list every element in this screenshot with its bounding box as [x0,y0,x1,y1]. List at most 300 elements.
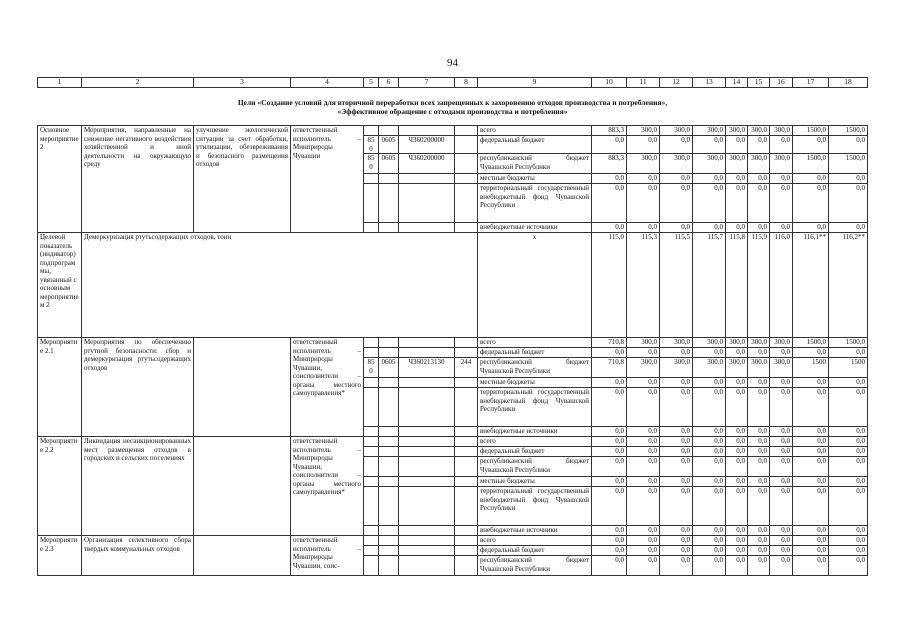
funding-source: республиканский бюджет Чувашской Республики [478,358,592,378]
event-name: Мероприятия по обеспечению ртутной безопасности: сбор и демеркуризация ртутьсодержащих отходов [82,338,194,437]
indicator-value: 116,0 [770,233,793,338]
csr-code [399,526,455,536]
value-cell: 0,0 [693,526,726,536]
csr-code: Ч360213130 [399,358,455,378]
value-cell: 0,0 [592,487,627,526]
value-cell: 0,0 [660,526,693,536]
value-cell: 0,0 [829,526,868,536]
value-cell: 0,0 [793,348,829,358]
indicator-row [38,233,868,338]
value-cell: 0,0 [660,546,693,556]
rzpr-code [379,526,399,536]
value-cell: 0,0 [693,546,726,556]
value-cell: 0,0 [693,388,726,427]
value-cell: 0,0 [592,184,627,223]
value-cell: 0,0 [748,447,770,457]
value-cell: 0,0 [748,348,770,358]
table-row [38,437,868,447]
event-responsible: ответственный исполнитель – Минприроды Чувашии [291,126,364,233]
value-cell: 0,0 [726,556,748,576]
column-number: 2 [82,78,194,88]
event-name: Организация селективного сбора твердых коммунальных отходов [82,536,194,576]
value-cell: 0,0 [829,388,868,427]
value-cell: 0,0 [829,378,868,388]
grbs-code [364,223,379,233]
csr-code [399,546,455,556]
csr-code [399,378,455,388]
value-cell: 0,0 [726,447,748,457]
event-responsible: ответственный исполнитель – Минприроды Чувашии, соис- [291,536,364,576]
section-title-line2: «Эффективное обращение с отходами производства и потребления» [337,107,568,116]
value-cell: 0,0 [627,437,660,447]
value-cell: 0,0 [829,536,868,546]
rzpr-code: 0605 [379,154,399,174]
value-cell: 300,0 [660,154,693,174]
indicator-value: 115,3 [627,233,660,338]
value-cell: 0,0 [693,477,726,487]
vr-code [455,223,478,233]
csr-code [399,477,455,487]
vr-code [455,427,478,437]
value-cell: 710,8 [592,338,627,348]
column-number: 7 [399,78,455,88]
value-cell: 300,0 [627,358,660,378]
event-goal [194,437,291,536]
rzpr-code [379,174,399,184]
value-cell: 0,0 [748,526,770,536]
vr-code [455,378,478,388]
value-cell: 0,0 [627,536,660,546]
csr-code [399,457,455,477]
value-cell: 0,0 [660,223,693,233]
grbs-code [364,546,379,556]
value-cell: 0,0 [627,447,660,457]
value-cell: 0,0 [726,487,748,526]
grbs-code [364,126,379,136]
value-cell: 0,0 [748,536,770,546]
value-cell: 0,0 [829,136,868,154]
funding-source: местные бюджеты [478,477,592,487]
value-cell: 0,0 [592,546,627,556]
value-cell: 300,0 [726,338,748,348]
value-cell: 300,0 [726,126,748,136]
value-cell: 0,0 [726,136,748,154]
indicator-value: 115,5 [660,233,693,338]
value-cell: 0,0 [726,348,748,358]
spacer [38,88,868,99]
vr-code [455,437,478,447]
spacer [38,116,868,126]
funding-source: республиканский бюджет Чувашской Республики [478,556,592,576]
vr-code [455,388,478,427]
grbs-code [364,184,379,223]
funding-source: федеральный бюджет [478,136,592,154]
column-number: 12 [660,78,693,88]
value-cell: 0,0 [770,427,793,437]
value-cell: 0,0 [748,556,770,576]
vr-code: 244 [455,358,478,378]
value-cell: 0,0 [829,457,868,477]
grbs-code [364,457,379,477]
indicator-type: Целевой показатель (индикатор) подпрограммы, увязанный с основным мероприятием 2 [38,233,82,338]
event-name: Мероприятия, направленные на снижение негативного воздействия хозяйственной и иной деятельности на окружающую среду [82,126,194,233]
csr-code [399,184,455,223]
rzpr-code [379,536,399,546]
grbs-code [364,477,379,487]
value-cell: 0,0 [627,136,660,154]
value-cell: 0,0 [770,526,793,536]
value-cell: 1500 [793,358,829,378]
value-cell: 300,0 [660,338,693,348]
table-row [38,126,868,136]
event-name: Ликвидация несанкционированных мест размещения отходов в городских и сельских поселениях [82,437,194,536]
csr-code [399,348,455,358]
csr-code [399,437,455,447]
value-cell: 0,0 [693,437,726,447]
value-cell: 0,0 [793,174,829,184]
funding-source: местные бюджеты [478,174,592,184]
value-cell: 300,0 [770,154,793,174]
value-cell: 300,0 [693,338,726,348]
rzpr-code [379,427,399,437]
rzpr-code [379,388,399,427]
value-cell: 300,0 [748,126,770,136]
event-responsible: ответственный исполнитель – Минприроды Чувашии, соисполнители – органы местного самоуправления* [291,437,364,536]
csr-code [399,487,455,526]
value-cell: 0,0 [726,378,748,388]
value-cell: 0,0 [793,136,829,154]
value-cell: 0,0 [770,487,793,526]
rzpr-code [379,437,399,447]
csr-code [399,427,455,437]
value-cell: 1500,0 [793,338,829,348]
value-cell: 0,0 [726,388,748,427]
value-cell: 0,0 [627,184,660,223]
csr-code [399,338,455,348]
value-cell: 0,0 [693,136,726,154]
value-cell: 0,0 [793,184,829,223]
value-cell: 0,0 [660,447,693,457]
value-cell: 0,0 [660,348,693,358]
value-cell: 300,0 [770,126,793,136]
value-cell: 0,0 [693,447,726,457]
value-cell: 0,0 [726,223,748,233]
rzpr-code [379,223,399,233]
value-cell: 0,0 [627,487,660,526]
value-cell: 0,0 [592,536,627,546]
value-cell: 0,0 [592,388,627,427]
indicator-name: Демеркуризация ртутьсодержащих отходов, тонн [82,233,478,338]
value-cell: 1500,0 [793,154,829,174]
column-number: 13 [693,78,726,88]
rzpr-code [379,348,399,358]
value-cell: 0,0 [726,184,748,223]
value-cell: 0,0 [693,348,726,358]
value-cell: 0,0 [726,477,748,487]
value-cell: 0,0 [660,174,693,184]
value-cell: 0,0 [592,378,627,388]
value-cell: 0,0 [660,378,693,388]
value-cell: 0,0 [829,437,868,447]
csr-code [399,536,455,546]
value-cell: 0,0 [770,223,793,233]
indicator-value: 116,2** [829,233,868,338]
csr-code [399,556,455,576]
event-type: Мероприятие 2.1 [38,338,82,437]
value-cell: 0,0 [592,427,627,437]
value-cell: 0,0 [748,487,770,526]
value-cell: 0,0 [829,348,868,358]
grbs-code [364,378,379,388]
column-number: 14 [726,78,748,88]
rzpr-code [379,546,399,556]
column-number: 3 [194,78,291,88]
grbs-code: 850 [364,154,379,174]
vr-code [455,348,478,358]
value-cell: 300,0 [627,154,660,174]
value-cell: 0,0 [770,546,793,556]
funding-source: всего [478,126,592,136]
value-cell: 0,0 [592,447,627,457]
value-cell: 1500,0 [829,338,868,348]
rzpr-code [379,184,399,223]
rzpr-code: 0605 [379,358,399,378]
value-cell: 0,0 [748,184,770,223]
grbs-code: 850 [364,136,379,154]
value-cell: 0,0 [660,457,693,477]
vr-code [455,154,478,174]
funding-source: республиканский бюджет Чувашской Республики [478,457,592,477]
value-cell: 0,0 [829,546,868,556]
vr-code [455,477,478,487]
value-cell: 0,0 [660,388,693,427]
value-cell: 0,0 [726,536,748,546]
value-cell: 0,0 [770,437,793,447]
value-cell: 0,0 [726,437,748,447]
indicator-value: 115,8 [726,233,748,338]
vr-code [455,526,478,536]
value-cell: 0,0 [770,378,793,388]
rzpr-code [379,378,399,388]
value-cell: 300,0 [693,154,726,174]
value-cell: 0,0 [793,477,829,487]
value-cell: 0,0 [770,174,793,184]
value-cell: 0,0 [592,477,627,487]
grbs-code [364,174,379,184]
value-cell: 0,0 [693,457,726,477]
value-cell: 0,0 [693,536,726,546]
value-cell: 300,0 [770,358,793,378]
value-cell: 0,0 [829,174,868,184]
grbs-code [364,556,379,576]
value-cell: 0,0 [829,184,868,223]
column-number: 8 [455,78,478,88]
value-cell: 0,0 [829,223,868,233]
column-number: 5 [364,78,379,88]
value-cell: 0,0 [726,457,748,477]
value-cell: 300,0 [770,338,793,348]
rzpr-code [379,338,399,348]
value-cell: 0,0 [748,427,770,437]
value-cell: 300,0 [693,358,726,378]
value-cell: 0,0 [748,457,770,477]
value-cell: 0,0 [829,427,868,437]
value-cell: 0,0 [748,388,770,427]
funding-source: федеральный бюджет [478,348,592,358]
csr-code: Ч360200000 [399,136,455,154]
rzpr-code [379,457,399,477]
column-number: 1 [38,78,82,88]
value-cell: 0,0 [793,487,829,526]
value-cell: 0,0 [748,223,770,233]
value-cell: 0,0 [770,348,793,358]
column-number: 6 [379,78,399,88]
value-cell: 0,0 [748,546,770,556]
value-cell: 300,0 [726,154,748,174]
value-cell: 883,3 [592,154,627,174]
csr-code [399,223,455,233]
value-cell: 0,0 [793,556,829,576]
event-goal: улучшение экологической ситуации за счет обработки, утилизации, обезвреживания и безопасного размещения отходов [194,126,291,233]
column-number: 4 [291,78,364,88]
value-cell: 0,0 [726,174,748,184]
column-number: 10 [592,78,627,88]
value-cell: 0,0 [693,487,726,526]
value-cell: 300,0 [748,358,770,378]
funding-source: всего [478,536,592,546]
value-cell: 0,0 [660,184,693,223]
column-number: 17 [793,78,829,88]
value-cell: 0,0 [793,427,829,437]
vr-code [455,457,478,477]
funding-source: федеральный бюджет [478,447,592,457]
value-cell: 1500,0 [793,126,829,136]
funding-source: республиканский бюджет Чувашской Республики [478,154,592,174]
column-number: 11 [627,78,660,88]
program-table [37,77,868,576]
value-cell: 0,0 [627,388,660,427]
column-number-row [38,78,868,88]
csr-code [399,174,455,184]
value-cell: 0,0 [770,556,793,576]
value-cell: 0,0 [627,556,660,576]
value-cell: 300,0 [748,338,770,348]
grbs-code: 850 [364,358,379,378]
section-title-row [38,107,868,116]
value-cell: 0,0 [770,447,793,457]
value-cell: 0,0 [748,136,770,154]
indicator-value: 115,9 [748,233,770,338]
grbs-code [364,427,379,437]
value-cell: 0,0 [770,536,793,546]
value-cell: 1500,0 [829,126,868,136]
value-cell: 0,0 [793,526,829,536]
grbs-code [364,487,379,526]
value-cell: 300,0 [660,126,693,136]
value-cell: 0,0 [748,477,770,487]
funding-source: территориальный государственный внебюджетный фонд Чувашской Республики [478,184,592,223]
event-type: Мероприятие 2.2 [38,437,82,536]
value-cell: 0,0 [693,174,726,184]
event-type: Мероприятие 2.3 [38,536,82,576]
value-cell: 710,8 [592,358,627,378]
value-cell: 300,0 [627,126,660,136]
table-row [38,536,868,546]
value-cell: 0,0 [770,388,793,427]
funding-source: всего [478,437,592,447]
table-row [38,338,868,348]
grbs-code [364,447,379,457]
grbs-code [364,437,379,447]
rzpr-code [379,447,399,457]
value-cell: 0,0 [793,447,829,457]
grbs-code [364,338,379,348]
value-cell: 0,0 [660,536,693,546]
value-cell: 0,0 [748,174,770,184]
column-number: 9 [478,78,592,88]
value-cell: 0,0 [592,437,627,447]
indicator-value: 115,0 [592,233,627,338]
funding-source: федеральный бюджет [478,546,592,556]
value-cell: 0,0 [793,388,829,427]
rzpr-code [379,126,399,136]
funding-source: территориальный государственный внебюджетный фонд Чувашской Республики [478,388,592,427]
rzpr-code: 0605 [379,136,399,154]
value-cell: 300,0 [748,154,770,174]
value-cell: 0,0 [770,136,793,154]
value-cell: 0,0 [693,427,726,437]
indicator-x: x [478,233,592,338]
value-cell: 0,0 [793,546,829,556]
vr-code [455,546,478,556]
value-cell: 0,0 [748,378,770,388]
value-cell: 0,0 [592,526,627,536]
value-cell: 0,0 [627,477,660,487]
value-cell: 0,0 [627,457,660,477]
grbs-code [364,526,379,536]
vr-code [455,126,478,136]
value-cell: 300,0 [693,126,726,136]
value-cell: 0,0 [660,487,693,526]
value-cell: 0,0 [793,536,829,546]
value-cell: 0,0 [829,477,868,487]
vr-code [455,536,478,546]
rzpr-code [379,477,399,487]
spacer-row [38,116,868,126]
value-cell: 300,0 [627,338,660,348]
indicator-value: 116,1** [793,233,829,338]
value-cell: 0,0 [829,556,868,576]
value-cell: 0,0 [627,546,660,556]
vr-code [455,136,478,154]
funding-source: внебюджетные источники [478,526,592,536]
rzpr-code [379,556,399,576]
event-goal [194,536,291,576]
value-cell: 0,0 [726,526,748,536]
section-title-line1: Цели «Создание условий для вторичной переработки всех запрещенных к захоронению отходов производства и потребления», [237,98,668,107]
value-cell: 0,0 [829,487,868,526]
value-cell: 0,0 [660,437,693,447]
value-cell: 0,0 [660,477,693,487]
value-cell: 0,0 [660,427,693,437]
value-cell: 0,0 [793,437,829,447]
vr-code [455,184,478,223]
value-cell: 0,0 [592,457,627,477]
value-cell: 0,0 [627,427,660,437]
value-cell: 0,0 [627,378,660,388]
vr-code [455,447,478,457]
column-number: 16 [770,78,793,88]
